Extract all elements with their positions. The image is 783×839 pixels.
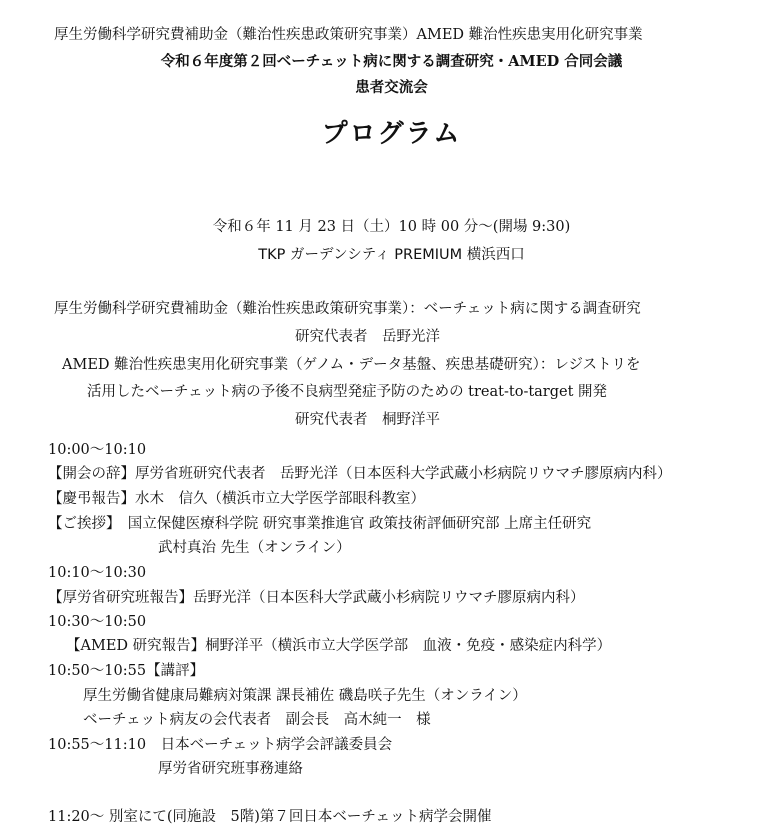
meeting-subtitle: 患者交流会 bbox=[355, 79, 428, 96]
grant-line: AMED 難治性疾患実用化研究事業（ゲノム・データ基盤、疾患基礎研究）：レジストリを bbox=[62, 357, 641, 373]
meeting-title: 令和６年度第２回ベーチェット病に関する調査研究・AMED 合同会議 bbox=[160, 53, 623, 70]
time-slot: 10:50〜10:55【講評】 bbox=[48, 663, 205, 679]
grant-representative: 研究代表者 桐野洋平 bbox=[295, 412, 440, 428]
program-item: 武村真治 先生（オンライン） bbox=[158, 540, 351, 556]
program-item: ベーチェット病友の会代表者 副会長 高木純一 様 bbox=[83, 712, 431, 728]
program-item: 厚生労働省健康局難病対策課 課長補佐 磯島咲子先生（オンライン） bbox=[83, 688, 527, 704]
time-slot: 10:00〜10:10 bbox=[48, 442, 147, 458]
time-slot: 10:55〜11:10 日本ベーチェット病学会評議委員会 bbox=[48, 737, 393, 753]
time-slot: 11:20〜 別室にて(同施設 5階)第７回日本ベーチェット病学会開催 bbox=[48, 809, 492, 825]
program-item: 【開会の辞】厚労省班研究代表者 岳野光洋（日本医科大学武蔵小杉病院リウマチ膠原病内科） bbox=[48, 466, 672, 482]
grant-representative: 研究代表者 岳野光洋 bbox=[295, 329, 440, 345]
program-item: 【ご挨拶】 国立保健医療科学院 研究事業推進官 政策技術評価研究部 上席主任研究 bbox=[48, 516, 592, 532]
grant-line: 活用したベーチェット病の予後不良病型発症予防のための treat-to-target 開発 bbox=[87, 384, 608, 400]
program-item: 【厚労省研究班報告】岳野光洋（日本医科大学武蔵小杉病院リウマチ膠原病内科） bbox=[48, 590, 585, 606]
event-venue: TKP ガーデンシティ PREMIUM 横浜西口 bbox=[258, 247, 525, 263]
page-title: プログラム bbox=[321, 119, 462, 149]
time-slot: 10:10〜10:30 bbox=[48, 565, 147, 581]
header-funding-line: 厚生労働科学研究費補助金（難治性疾患政策研究事業）AMED 難治性疾患実用化研究事業 bbox=[54, 27, 643, 43]
time-slot: 10:30〜10:50 bbox=[48, 614, 147, 630]
program-item: 【AMED 研究報告】桐野洋平（横浜市立大学医学部 血液・免疫・感染症内科学） bbox=[66, 638, 612, 654]
grant-line: 厚生労働科学研究費補助金（難治性疾患政策研究事業）：ベーチェット病に関する調査研究 bbox=[54, 301, 641, 317]
event-datetime: 令和６年 11 月 23 日（土）10 時 00 分〜(開場 9:30) bbox=[212, 219, 571, 235]
program-item: 厚労省研究班事務連絡 bbox=[158, 761, 303, 777]
program-item: 【慶弔報告】水木 信久（横浜市立大学医学部眼科教室） bbox=[48, 491, 425, 507]
